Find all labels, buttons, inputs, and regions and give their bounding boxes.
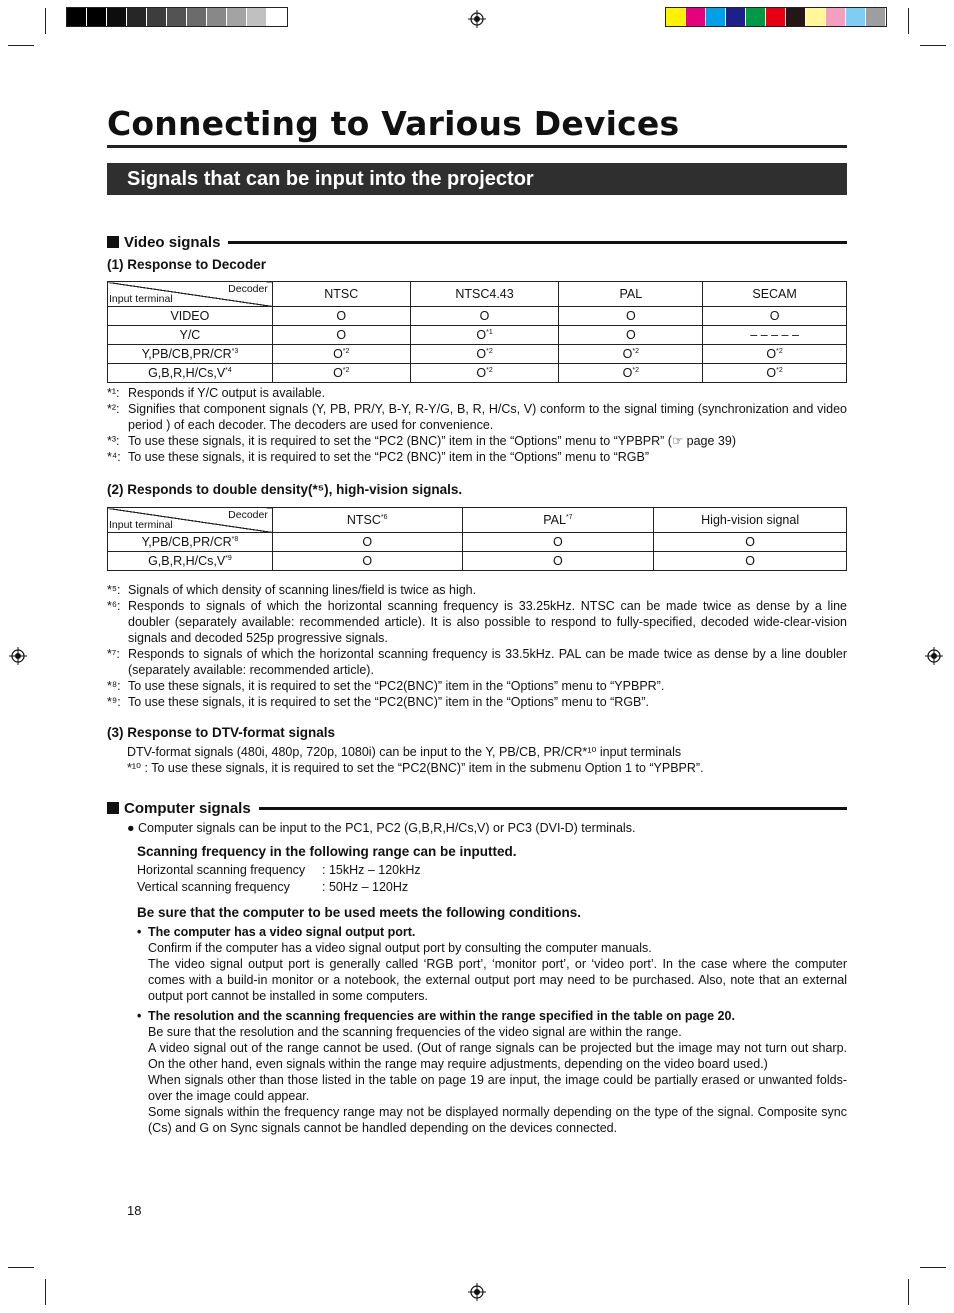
footnote-marker: *³:: [107, 434, 120, 448]
footnote-marker: *¹:: [107, 386, 120, 400]
condition-paragraph: Some signals within the frequency range may not be displayed normally depending on the type of the signal. Composite sync (Cs) and G on Sync signals cannot be handled depending on the devices connected.: [148, 1105, 847, 1135]
color-swatch: [107, 8, 127, 26]
condition-paragraph: The video signal output port is generally called ‘RGB port’, ‘monitor port’, or ‘video port’. In the case where the computer comes with a build-in monitor or a notebook, the external output port may need to be purchased. Also, note that an external output port cannot be installed in some computers.: [148, 957, 847, 1003]
footnote: [107, 598, 847, 646]
footnote-mark: *1: [486, 328, 493, 336]
footnote-text: Responds to signals of which the horizontal scanning frequency is 33.5kHz. PAL can be made twice as dense by a line doubler (separately available: recommended article).: [128, 647, 847, 677]
footnote-mark: *2: [486, 347, 493, 355]
cell-value: O: [476, 347, 487, 361]
color-swatch: [267, 8, 287, 26]
footnote-text: Responds to signals of which the horizontal scanning frequency is 33.25kHz. NTSC can be made twice as dense by a line doubler (separately available: recommended article). It is also possible to respond to fully-specified, decoded wide-clear-vision signals and decoded 525p progressive signals.: [128, 599, 847, 645]
color-swatch: [87, 8, 107, 26]
corner-label-decoder: Decoder: [228, 283, 268, 295]
corner-label-input: Input terminal: [109, 293, 173, 305]
corner-label-decoder: Decoder: [228, 509, 268, 521]
table-cell: O: [559, 326, 703, 345]
table-cell: [703, 345, 847, 364]
square-bullet-icon: [107, 802, 119, 814]
computer-intro: ● Computer signals can be input to the PC1, PC2 (G,B,R,H/Cs,V) or PC3 (DVI-D) terminals.: [127, 821, 636, 835]
video-signals-heading: [107, 233, 847, 251]
footnote-text: To use these signals, it is required to set the “PC2 (BNC)” item in the “Options” menu to “RGB”: [128, 450, 650, 464]
cell-value: O: [476, 366, 487, 380]
footnote-mark: *8: [231, 535, 239, 543]
footnote-mark: *2: [342, 366, 350, 374]
cell-value: O: [766, 366, 777, 380]
color-swatch: [846, 8, 866, 26]
table-corner-cell: [108, 282, 273, 307]
condition-text: [148, 924, 847, 1004]
registration-mark-icon: [9, 647, 27, 665]
computer-signals-label: Computer signals: [124, 799, 251, 817]
row-label-text: Y,PB/CB,PR/CR: [141, 535, 232, 549]
color-swatch: [207, 8, 227, 26]
footnote-text: Signifies that component signals (Y, PB, PR/Y, B-Y, R-Y/G, B, R, H/Cs, V) conform to the signal timing (synchronization and video period ) of each decoder. The decoders are used for convenience.: [128, 402, 847, 432]
row-label: Y/C: [108, 326, 273, 345]
cell-value: O: [476, 328, 487, 342]
row-label: [108, 345, 273, 364]
table-cell: O: [462, 552, 654, 571]
column-header: NTSC4.43: [410, 282, 559, 307]
footnote-marker: *⁶:: [107, 599, 121, 613]
crop-mark: [908, 1279, 909, 1305]
table-cell: O: [703, 307, 847, 326]
footnote-marker: *⁹:: [107, 695, 121, 709]
column-header: PAL: [559, 282, 703, 307]
table-row: [108, 533, 847, 552]
column-header: [462, 508, 654, 533]
condition-paragraph: Confirm if the computer has a video signal output port by consulting the computer manuals.: [148, 941, 652, 955]
computer-signals-heading: [107, 799, 847, 817]
dtv-heading: (3) Response to DTV-format signals: [107, 725, 336, 740]
footnote: [107, 449, 847, 465]
table-cell: O: [654, 533, 847, 552]
cell-value: O: [333, 347, 343, 361]
footnote: [107, 385, 847, 401]
cell-value: O: [333, 366, 343, 380]
decoder-footnotes: [107, 385, 847, 465]
footnote-marker: *⁴:: [107, 450, 121, 464]
condition-paragraph: Be sure that the resolution and the scanning frequencies of the video signal are within the range.: [148, 1025, 682, 1039]
color-swatch: [806, 8, 826, 26]
footnote-mark: *9: [225, 554, 232, 562]
row-label: [108, 364, 273, 383]
footnote-mark: *2: [632, 366, 639, 374]
row-label: [108, 533, 273, 552]
row-label-text: G,B,R,H/Cs,V: [148, 554, 226, 568]
table-cell: O: [559, 307, 703, 326]
table-cell: O: [272, 326, 410, 345]
table-row: [108, 345, 847, 364]
column-header-text: PAL: [543, 513, 566, 527]
table-cell: O: [272, 307, 410, 326]
cell-value: O: [766, 347, 777, 361]
footnote-text: To use these signals, it is required to set the “PC2(BNC)” item in the “Options” menu to “YPBPR”.: [128, 679, 665, 693]
footnote-mark: *2: [342, 347, 350, 355]
dtv-footnote: *¹⁰ : To use these signals, it is required to set the “PC2(BNC)” item in the submenu Option 1 to “YPBPR”.: [127, 761, 704, 775]
table-cell: O: [654, 552, 847, 571]
scan-row-label: Horizontal scanning frequency: [137, 863, 306, 877]
section-banner: Signals that can be input into the projector: [107, 163, 847, 195]
footnote: [107, 401, 847, 433]
table-cell: [703, 364, 847, 383]
color-swatch: [67, 8, 87, 26]
table-cell: [272, 345, 410, 364]
table-cell: [410, 345, 559, 364]
crop-mark: [45, 8, 46, 34]
color-swatch: [866, 8, 886, 26]
footnote-text: Signals of which density of scanning lines/field is twice as high.: [128, 583, 477, 597]
condition-paragraph: When signals other than those listed in the table on page 19 are input, the image could be partially erased or unwanted folds-over the image could appear.: [148, 1073, 847, 1103]
double-density-heading: (2) Responds to double density(*⁵), high-vision signals.: [107, 482, 463, 497]
condition-bullet: [137, 924, 847, 1004]
footnote-text: Responds if Y/C output is available.: [128, 386, 326, 400]
heading-rule: [259, 807, 847, 810]
footnote-mark: *2: [776, 366, 783, 374]
corner-label-input: Input terminal: [109, 519, 173, 531]
decoder-response-table: [107, 281, 847, 383]
table-row: [108, 552, 847, 571]
decoder-response-heading: (1) Response to Decoder: [107, 257, 267, 272]
condition-title: The resolution and the scanning frequencies are within the range specified in the table on page 20.: [148, 1009, 735, 1023]
crop-mark: [8, 45, 34, 46]
column-header: SECAM: [703, 282, 847, 307]
page-title: Connecting to Various Devices: [107, 104, 680, 143]
square-bullet-icon: [107, 236, 119, 248]
scan-row-label: Vertical scanning frequency: [137, 880, 290, 894]
footnote: [107, 582, 847, 598]
double-density-table: [107, 507, 847, 571]
footnote-mark: *6: [380, 513, 388, 521]
table-cell: [410, 364, 559, 383]
table-cell: O: [272, 533, 462, 552]
dtv-text: DTV-format signals (480i, 480p, 720p, 1080i) can be input to the Y, PB/CB, PR/CR*¹⁰ input terminals: [127, 745, 682, 759]
table-cell: O: [462, 533, 654, 552]
cell-value: O: [622, 366, 633, 380]
color-swatch: [187, 8, 207, 26]
table-header-row: [108, 508, 847, 533]
table-cell: [559, 364, 703, 383]
grayscale-color-bar: [66, 7, 288, 27]
color-swatch: [706, 8, 726, 26]
title-rule: [107, 145, 847, 148]
footnote-mark: *4: [225, 366, 232, 374]
table-cell: O: [410, 307, 559, 326]
footnote: [107, 433, 847, 449]
color-swatch: [167, 8, 187, 26]
double-density-footnotes: [107, 582, 847, 710]
color-swatch: [746, 8, 766, 26]
footnote-marker: *⁵:: [107, 583, 121, 597]
footnote-mark: *7: [565, 513, 573, 521]
scan-row-value: : 50Hz – 120Hz: [322, 880, 409, 894]
color-swatch: [227, 8, 247, 26]
footnote: [107, 694, 847, 710]
footnote: [107, 678, 847, 694]
process-color-bar: [665, 7, 887, 27]
bullet-icon: •: [137, 1009, 142, 1023]
table-row: [108, 364, 847, 383]
crop-mark: [920, 45, 946, 46]
footnote-text: To use these signals, it is required to set the “PC2(BNC)” item in the “Options” menu to “RGB”.: [128, 695, 650, 709]
table-cell: [559, 345, 703, 364]
column-header: [272, 508, 462, 533]
color-swatch: [147, 8, 167, 26]
table-cell: [272, 364, 410, 383]
row-label-text: G,B,R,H/Cs,V: [148, 366, 226, 380]
crop-mark: [920, 1267, 946, 1268]
color-swatch: [686, 8, 706, 26]
color-swatch: [786, 8, 806, 26]
table-cell: [410, 326, 559, 345]
color-swatch: [766, 8, 786, 26]
color-swatch: [826, 8, 846, 26]
conditions-heading: Be sure that the computer to be used meets the following conditions.: [137, 905, 582, 920]
footnote-mark: *2: [776, 347, 783, 355]
condition-title: The computer has a video signal output port.: [148, 925, 416, 939]
color-swatch: [666, 8, 686, 26]
crop-mark: [908, 8, 909, 34]
table-cell: – – – – –: [703, 326, 847, 345]
row-label: [108, 552, 273, 571]
crop-mark: [45, 1279, 46, 1305]
footnote: [107, 646, 847, 678]
color-swatch: [127, 8, 147, 26]
footnote-marker: *⁸:: [107, 679, 121, 693]
bullet-icon: •: [137, 925, 142, 939]
footnote-mark: *2: [632, 347, 639, 355]
scan-row-value: : 15kHz – 120kHz: [322, 863, 421, 877]
condition-bullet: [137, 1008, 847, 1136]
table-corner-cell: [108, 508, 273, 533]
table-row: [108, 326, 847, 345]
table-cell: O: [272, 552, 462, 571]
column-header-text: NTSC: [346, 513, 381, 527]
registration-mark-icon: [925, 647, 943, 665]
column-header: NTSC: [272, 282, 410, 307]
color-swatch: [726, 8, 746, 26]
page-number: 18: [127, 1203, 142, 1218]
footnote-text: To use these signals, it is required to set the “PC2 (BNC)” item in the “Options” menu to “YPBPR” (☞ page 39): [128, 434, 736, 448]
crop-mark: [8, 1267, 34, 1268]
table-header-row: [108, 282, 847, 307]
scan-range-heading: Scanning frequency in the following range can be inputted.: [137, 844, 517, 859]
row-label: VIDEO: [108, 307, 273, 326]
condition-text: [148, 1008, 847, 1136]
registration-mark-icon: [468, 10, 486, 28]
row-label-text: Y,PB/CB,PR/CR: [141, 347, 232, 361]
column-header: High-vision signal: [654, 508, 847, 533]
footnote-marker: *²:: [107, 402, 120, 416]
footnote-marker: *⁷:: [107, 647, 120, 661]
color-swatch: [247, 8, 267, 26]
registration-mark-icon: [468, 1283, 486, 1301]
heading-rule: [228, 241, 847, 244]
footnote-mark: *3: [231, 347, 239, 355]
cell-value: O: [622, 347, 633, 361]
table-row: [108, 307, 847, 326]
footnote-mark: *2: [486, 366, 493, 374]
condition-paragraph: A video signal out of the range cannot be used. (Out of range signals can be projected but the image may not turn out sharp. On the other hand, even signals within the range may require adjustments, depending on the video board used.): [148, 1041, 847, 1071]
video-signals-label: Video signals: [124, 233, 221, 251]
